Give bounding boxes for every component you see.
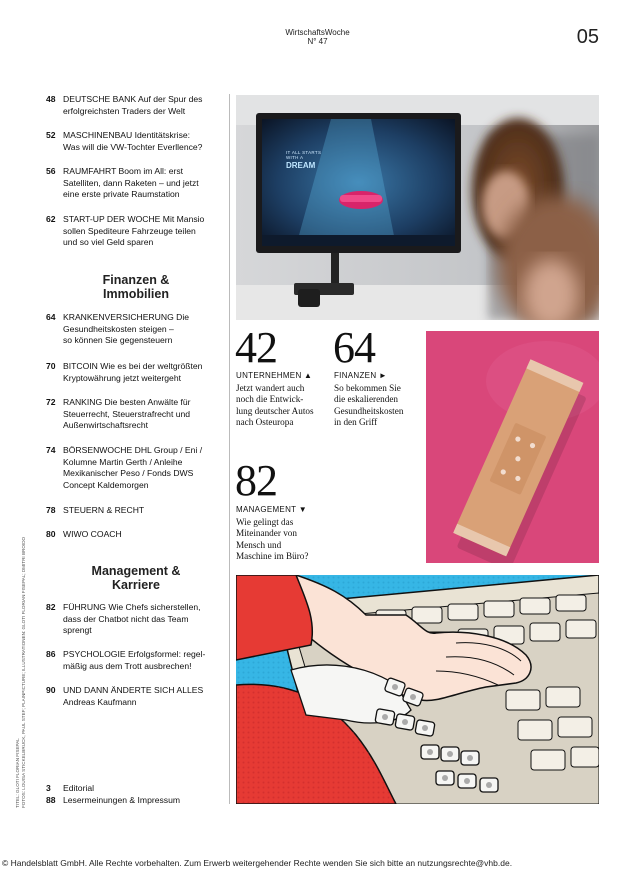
toc-line: RANKING Die besten Anwälte für (63, 397, 191, 407)
teaser-line: nach Osteuropa (236, 417, 294, 428)
teaser-line: in den Griff (334, 417, 378, 428)
office-monitor-photo[interactable] (236, 95, 599, 320)
toc-page-number: 62 (46, 214, 56, 224)
toc-page-number: 70 (46, 361, 56, 371)
toc-page-number: 56 (46, 166, 56, 176)
office-monitor-illustration (236, 95, 599, 320)
magazine-header (0, 28, 635, 46)
teaser-82-number: 82 (235, 456, 277, 505)
teaser-line: die eskalierenden (334, 394, 399, 405)
photo-credits (15, 536, 27, 808)
monitor-caption-line: WITH A (286, 155, 304, 160)
toc-line: STEUERN & RECHT (63, 505, 145, 515)
toc-page-number: 80 (46, 529, 56, 539)
section-heading-line: Management & (91, 564, 181, 578)
teaser-64-number: 64 (333, 323, 375, 372)
teaser-82-tag[interactable]: MANAGEMENT ▼ (236, 505, 307, 514)
monitor-caption-line: IT ALL STARTS (286, 150, 322, 155)
toc-page-number: 82 (46, 602, 56, 612)
copyright-footer: © Handelsblatt GmbH. Alle Rechte vorbehalten. Zum Erwerb weitergehender Rechte wenden Sie sich bitte an nutzungsrechte@vhb.de. (2, 858, 513, 868)
toc-line: und so viel Geld sparen (63, 237, 154, 248)
teaser-line: noch die Entwick- (236, 394, 304, 405)
toc-page-number: 64 (46, 312, 56, 322)
teaser-line: Mensch und (236, 539, 282, 550)
keyboard-illustration (236, 575, 599, 804)
toc-page-number: 52 (46, 130, 56, 140)
issue-number: N° 47 (307, 37, 328, 46)
teaser-42-tag[interactable]: UNTERNEHMEN ▲ (236, 371, 313, 380)
magazine-name: WirtschaftsWoche (285, 28, 350, 37)
toc-line: Mexikanischer Peso / Fonds DWS (63, 468, 194, 479)
teaser-42-description (236, 383, 314, 429)
toc-line: Was will die VW-Tochter Everllence? (63, 141, 203, 152)
toc-line: Gesundheitskosten steigen – (63, 323, 174, 334)
column-divider (229, 94, 230, 804)
teaser-line: So bekommen Sie (334, 383, 401, 393)
toc-line: PSYCHOLOGIE Erfolgsformel: regel- (63, 649, 206, 659)
toc-line: KRANKENVERSICHERUNG Die (63, 312, 190, 322)
plaster-illustration (426, 331, 599, 563)
toc-page-number: 78 (46, 505, 56, 515)
section-heading-management (46, 564, 226, 592)
monitor-caption (286, 150, 321, 160)
teaser-line: lung deutscher Autos (236, 405, 314, 416)
toc-line: erfolgreichsten Traders der Welt (63, 105, 186, 116)
toc-line: Kryptowährung jetzt weitergeht (63, 372, 181, 383)
toc-line: eine erste private Raumstation (63, 189, 180, 200)
teaser-64-tag[interactable]: FINANZEN ► (334, 371, 388, 380)
toc-line: Kolumne Martin Gerth / Anleihe (63, 456, 183, 467)
toc-line: Steuerrecht, Steuerstrafrecht und (63, 408, 191, 419)
section-heading-finance (46, 273, 226, 301)
teaser-line: Wie gelingt das (236, 517, 294, 527)
teaser-line: Jetzt wandert auch (236, 383, 305, 393)
toc-line: Außenwirtschaftsrecht (63, 420, 149, 431)
toc-line: FÜHRUNG Wie Chefs sicherstellen, (63, 602, 201, 612)
toc-page-number: 86 (46, 649, 56, 659)
toc-line: Satelliten, dann Raketen – und jetzt (63, 177, 199, 188)
toc-line: so können Sie gegensteuern (63, 335, 173, 346)
section-heading-line: Finanzen & (102, 273, 170, 287)
section-heading-line: Immobilien (103, 287, 169, 301)
toc-line: UND DANN ÄNDERTE SICH ALLES (63, 685, 204, 695)
toc-page-number: 48 (46, 94, 56, 104)
toc-line: MASCHINENBAU Identitätskrise: (63, 130, 191, 140)
plaster-photo[interactable] (426, 331, 599, 563)
teaser-line: Miteinander von (236, 528, 297, 539)
toc-page-number: 72 (46, 397, 56, 407)
credit-line: FOTOS: LOUISA STICKELBRUCK, PAUL STEF; PLAINPICTURE; ILLUSTRATIONEN: GLOTI FLORIAN FISEPAL; DMITRI BROIDO (21, 536, 26, 808)
toc-line: DEUTSCHE BANK Auf der Spur des (63, 94, 203, 104)
toc-line: BÖRSENWOCHE DHL Group / Eni / (63, 445, 203, 455)
toc-line: Lesermeinungen & Impressum (63, 795, 181, 805)
toc-line: Andreas Kaufmann (63, 696, 137, 707)
toc-line: Concept Kaldemorgen (63, 479, 149, 490)
teaser-line: Maschine im Büro? (236, 551, 309, 562)
teaser-82-description (236, 517, 308, 563)
toc-page-number: 90 (46, 685, 56, 695)
toc-line: WIWO COACH (63, 529, 122, 539)
credit-line: TITEL: GLOTI FLORIAN FISEPAL (15, 738, 20, 808)
toc-line: dass der Chatbot nicht das Team (63, 613, 189, 624)
robot-human-keyboard-illustration[interactable] (236, 575, 599, 804)
monitor-dream-text: DREAM (286, 161, 316, 170)
teaser-42-number: 42 (235, 323, 277, 372)
toc-line: sprengt (63, 625, 92, 636)
page-number: 05 (576, 26, 599, 48)
toc-line: BITCOIN Wie es bei der weltgrößten (63, 361, 203, 371)
section-heading-line: Karriere (112, 578, 160, 592)
toc-page-number: 74 (46, 445, 56, 455)
toc-line: mäßig aus dem Trott ausbrechen! (63, 660, 192, 671)
toc-line: START-UP DER WOCHE Mit Mansio (63, 214, 205, 224)
teaser-64-description (334, 383, 403, 429)
toc-line: RAUMFAHRT Boom im All: erst (63, 166, 184, 176)
teaser-line: Gesundheitskosten (334, 405, 404, 416)
toc-line: sollen Spediteure Fahrzeuge teilen (63, 225, 196, 236)
toc-line: Editorial (63, 783, 95, 793)
toc-page-number: 88 (46, 795, 56, 805)
toc-page-number: 3 (46, 783, 51, 793)
